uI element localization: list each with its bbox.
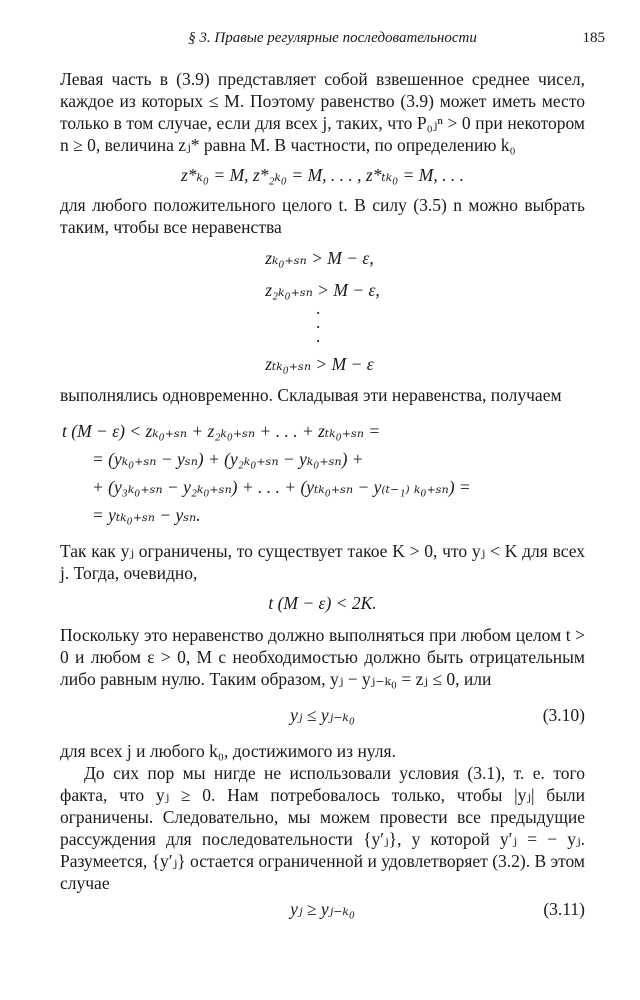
inequality-3: zₜₖ₀₊ₛₙ > M − ε <box>265 354 374 374</box>
section-title: § 3. Правые регулярные последовательности <box>188 30 477 46</box>
sum-line-2: = (yₖ₀₊ₛₙ − yₛₙ) + (y₂ₖ₀₊ₛₙ − yₖ₀₊ₛₙ) + <box>92 449 364 469</box>
paragraph-1: Левая часть в (3.9) представляет собой взвешенное среднее чисел, каждое из которых ≤ M. Поэтому равенство (3.9) может иметь место только в том случае, если для всех j, таких, что P₀ⱼⁿ > 0 при некотором n ≥ 0, величина zⱼ* равна M. В частности, по определению k₀ <box>60 69 585 155</box>
equation-number-3-10: (3.10) <box>542 705 585 725</box>
paragraph-5: Поскольку это неравенство должно выполняться при любом целом t > 0 и любом ε > 0, M с необходимостью должно быть отрицательным либо равным нулю. Таким образом, yⱼ − yⱼ₋ₖ₀ = zⱼ ≤ 0, или <box>60 625 585 689</box>
page-number: 185 <box>582 30 605 46</box>
equation-3-11 <box>60 898 585 920</box>
sum-line-3: + (y₃ₖ₀₊ₛₙ − y₂ₖ₀₊ₛₙ) + . . . + (yₜₖ₀₊ₛₙ − y₍ₜ₋₁₎ ₖ₀₊ₛₙ) = <box>92 477 471 497</box>
paragraph-7: До сих пор мы нигде не использовали условия (3.1), т. е. того факта, что yⱼ ≥ 0. Нам потребовалось только, чтобы |yⱼ| были ограничены. Следовательно, мы можем провести все предыдущие рассуждения для последовательности {y′ⱼ}, у которой y′ⱼ = − yⱼ. Разумеется, {y′ⱼ} остается ограниченной и удовлетворяет (3.2). В этом случае <box>60 763 585 893</box>
inequality-1: zₖ₀₊ₛₙ > M − ε, <box>265 248 374 268</box>
sum-line-1: t (M − ε) < zₖ₀₊ₛₙ + z₂ₖ₀₊ₛₙ + . . . + zₜₖ₀₊ₛₙ = <box>62 421 381 441</box>
running-header <box>60 30 605 54</box>
paragraph-6: для всех j и любого k₀, достижимого из нуля. <box>60 741 396 761</box>
equation-3-10-body: yⱼ ≤ yⱼ₋ₖ₀ <box>290 705 355 725</box>
paragraph-4: Так как yⱼ ограничены, то существует такое K > 0, что yⱼ < K для всех j. Тогда, очевидно, <box>60 541 585 583</box>
equation-z-star: z*ₖ₀ = M, z*₂ₖ₀ = M, . . . , z*ₜₖ₀ = M, . . . <box>180 165 465 185</box>
inequality-stack <box>60 242 585 380</box>
equation-number-3-11: (3.11) <box>543 899 585 919</box>
equation-3-10 <box>60 704 585 726</box>
equation-3-11-body: yⱼ ≥ yⱼ₋ₖ₀ <box>290 899 355 919</box>
vertical-dots: · · · <box>315 303 322 351</box>
page-body <box>60 68 585 924</box>
sum-line-4: = yₜₖ₀₊ₛₙ − yₛₙ. <box>92 505 201 525</box>
inequality-list <box>265 242 380 380</box>
paragraph-2: для любого положительного целого t. В силу (3.5) n можно выбрать таким, чтобы все неравенства <box>60 195 585 237</box>
paragraph-3: выполнялись одновременно. Складывая эти неравенства, получаем <box>60 385 562 405</box>
inequality-2: z₂ₖ₀₊ₛₙ > M − ε, <box>265 280 380 300</box>
equation-2k: t (M − ε) < 2K. <box>268 593 377 613</box>
